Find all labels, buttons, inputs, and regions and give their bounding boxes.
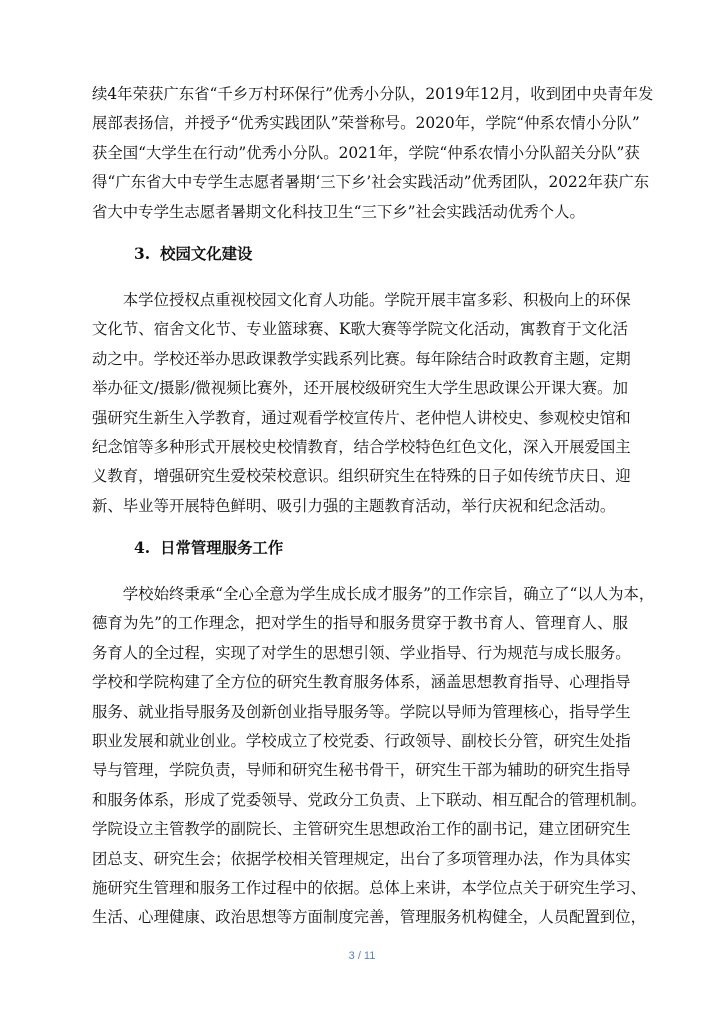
- paragraph-campus-culture: [92, 286, 631, 521]
- section-heading-daily-management: [134, 537, 283, 559]
- text-line: 职业发展和就业创业。学校成立了校党委、行政领导、副校长分管，研究生处指: [92, 732, 631, 751]
- section-number: 3.: [134, 245, 151, 263]
- text-line: 生活、心理健康、政治思想等方面制度完善，管理服务机构健全，人员配置到位，: [92, 908, 647, 927]
- text-line: 获全国“大学生在行动”优秀小分队。2021年，学院“仲系农情小分队韶关分队”获: [92, 143, 640, 162]
- text-line: 学院设立主管教学的副院长、主管研究生思想政治工作的副书记，建立团研究生: [92, 820, 631, 839]
- text-line: 义教育，增强研究生爱校荣校意识。组织研究生在特殊的日子如传统节庆日、迎: [92, 467, 631, 486]
- text-line: 展部表扬信，并授予“优秀实践团队”荣誉称号。2020年，学院“仲系农情小分队”: [92, 114, 640, 133]
- text-line: 本学位授权点重视校园文化育人功能。学院开展丰富多彩、积极向上的环保: [92, 291, 631, 309]
- section-title: 校园文化建设: [160, 245, 253, 263]
- text-line: 和服务体系，形成了党委领导、党政分工负责、上下联动、相互配合的管理机制。: [92, 790, 647, 809]
- text-line: 文化节、宿舍文化节、专业篮球赛、K歌大赛等学院文化活动，寓教育于文化活: [92, 320, 628, 339]
- text-line: 得“广东省大中专学生志愿者暑期‘三下乡’社会实践活动”优秀团队，2022年获广东: [92, 173, 650, 192]
- text-line: 团总支、研究生会；依据学校相关管理规定，出台了多项管理办法，作为具体实: [92, 849, 631, 868]
- section-number: 4.: [134, 539, 151, 557]
- text-line: 新、毕业等开展特色鲜明、吸引力强的主题教育活动，举行庆祝和纪念活动。: [92, 496, 616, 515]
- paragraph-awards: [92, 80, 654, 227]
- text-line: 务育人的全过程，实现了对学生的思想引领、学业指导、行为规范与成长服务。: [92, 643, 631, 662]
- text-line: 服务、就业指导服务及创新创业指导服务等。学院以导师为管理核心，指导学生: [92, 702, 631, 721]
- text-line: 导与管理，学院负责，导师和研究生秘书骨干，研究生干部为辅助的研究生指导: [92, 761, 631, 780]
- text-line: 举办征文/摄影/微视频比赛外，还开展校级研究生大学生思政课公开课大赛。加: [92, 379, 628, 398]
- text-line: 省大中专学生志愿者暑期文化科技卫生“三下乡”社会实践活动优秀个人。: [92, 202, 585, 221]
- text-line: 学校和学院构建了全方位的研究生教育服务体系，涵盖思想教育指导、心理指导: [92, 673, 631, 692]
- page-number: 3 / 11: [348, 950, 376, 962]
- text-line: 学校始终秉承“全心全意为学生成长成才服务”的工作宗旨，确立了“以人为本，: [92, 585, 655, 603]
- paragraph-daily-management: [92, 580, 655, 933]
- section-title: 日常管理服务工作: [160, 539, 284, 557]
- text-line: 纪念馆等多种形式开展校史校情教育，结合学校特色红色文化，深入开展爱国主: [92, 438, 631, 457]
- text-line: 德育为先”的工作理念，把对学生的指导和服务贯穿于教书育人、管理育人、服: [92, 614, 628, 633]
- text-line: 续4年荣获广东省“千乡万村环保行”优秀小分队，2019年12月，收到团中央青年发: [92, 85, 654, 103]
- text-line: 动之中。学校还举办思政课教学实践系列比赛。每年除结合时政教育主题，定期: [92, 349, 631, 368]
- text-line: 施研究生管理和服务工作过程中的依据。总体上来讲，本学位点关于研究生学习、: [92, 879, 647, 898]
- text-line: 强研究生新生入学教育，通过观看学校宣传片、老仲恺人讲校史、参观校史馆和: [92, 408, 631, 427]
- section-heading-campus-culture: [134, 243, 252, 265]
